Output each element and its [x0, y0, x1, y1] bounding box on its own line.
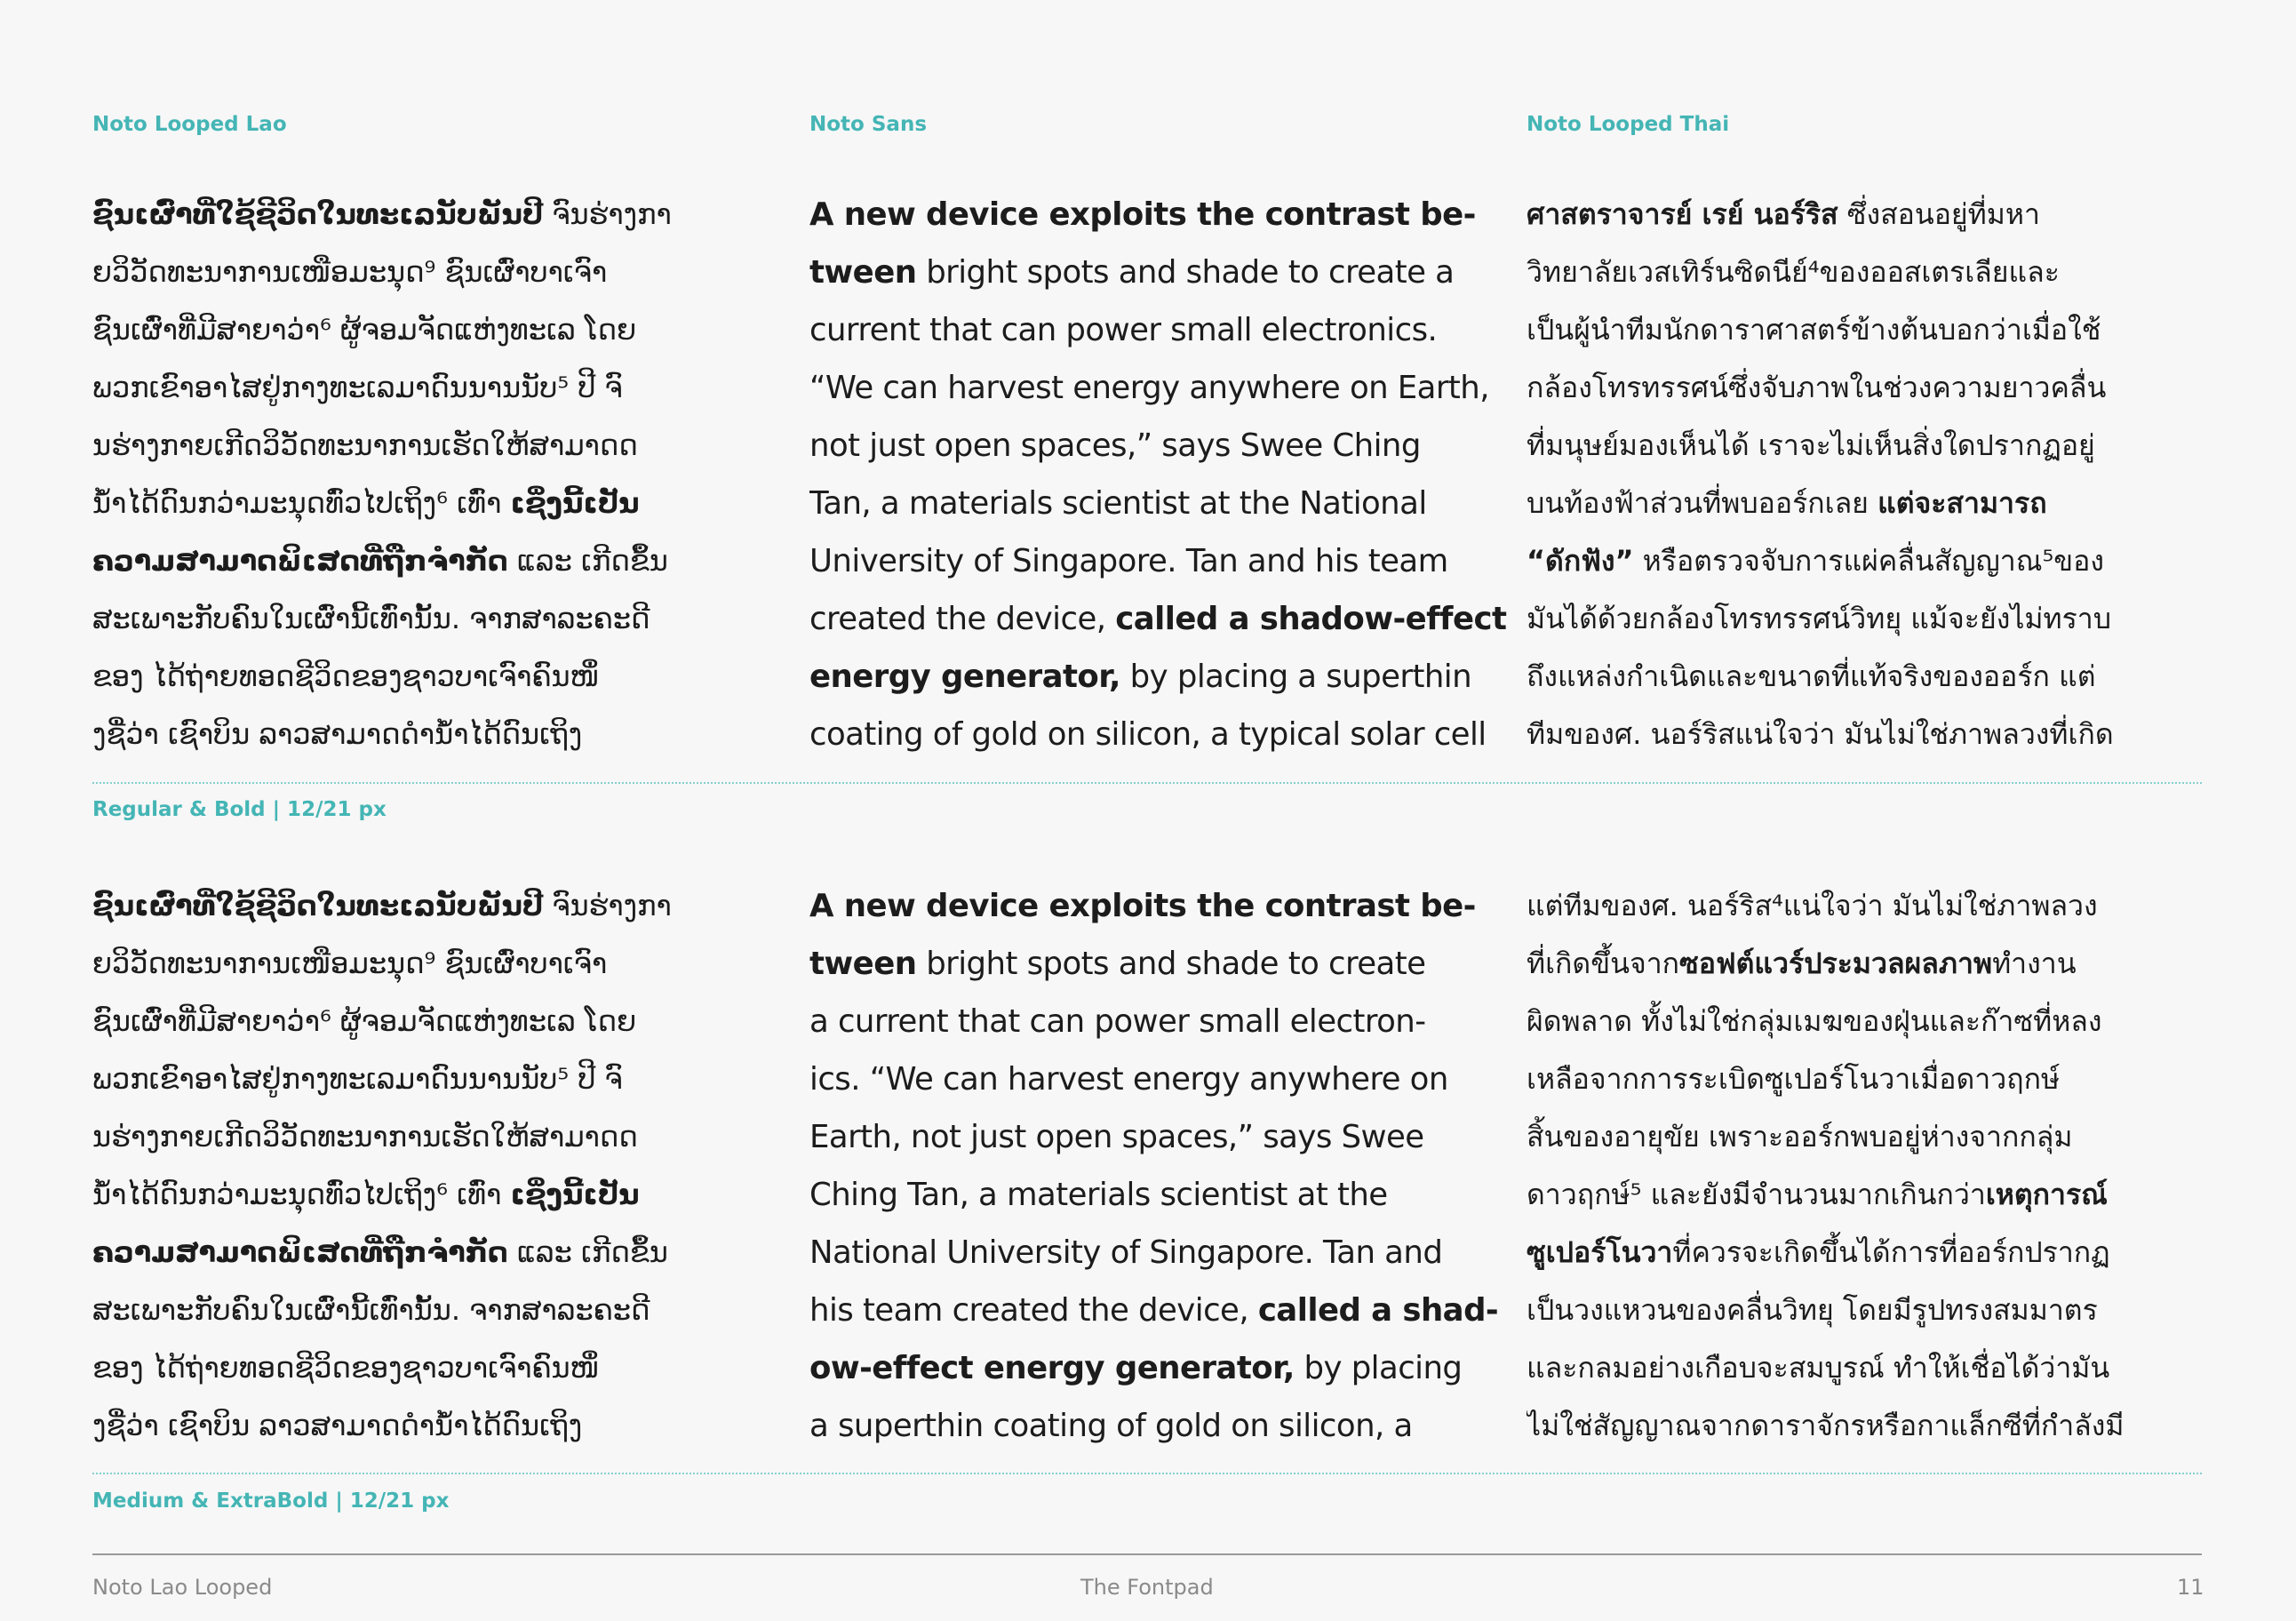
text-run: ພວກເຂົາອາໄສຢູ່ກາງທະເລມາດົນນານນັບ⁵ ປີ ຈົ [92, 1062, 623, 1096]
text-run: ແລະ ເກີດຂຶ້ນ [507, 544, 668, 578]
text-line [92, 244, 803, 301]
text-run: และกลมอย่างเกือบจะสมบูรณ์ ทำให้เชื่อได้ว่ามัน [1527, 1351, 2110, 1385]
text-line [809, 1282, 1520, 1339]
text-line [92, 935, 803, 993]
text-line [1527, 532, 2237, 590]
specimen-thai-regular-bold [1527, 186, 2237, 763]
text-line [92, 1166, 803, 1224]
section-divider [92, 782, 2202, 784]
text-line [92, 1397, 803, 1455]
text-line [92, 993, 803, 1050]
text-run: Earth, not just open spaces,” says Swee [809, 1119, 1424, 1155]
text-run: ງຊື່ວ່າ ເຊົາບິນ ລາວສາມາດດຳນ້ຳໄດ້ດົນເຖິງ [92, 717, 583, 751]
text-run: ຈົນຮ່າງກາ [543, 197, 672, 231]
text-line [92, 359, 803, 417]
bold-run: ຊົນເຜົ່າທີ່ໃຊ້ຊີວິດໃນທະເລນັບພັນປີ [92, 889, 544, 922]
text-run: ics. “We can harvest energy anywhere on [809, 1061, 1448, 1098]
bold-run: ซอฟต์แวร์ประมวลผลภาพ [1679, 946, 1993, 980]
section-label-regular-bold: Regular & Bold | 12/21 px [92, 798, 387, 821]
text-line [809, 1166, 1520, 1224]
text-run: ຍວິວັດທະນາການເໜືອມະນຸດ⁹ ຊົນເຜົ່າບາເຈົາ [92, 255, 608, 289]
bold-run: แต่จะสามารถ [1877, 486, 2047, 520]
text-line [92, 186, 803, 244]
text-run: มันได้ด้วยกล้องโทรทรรศน์วิทยุ แม้จะยังไม่ทราบ [1527, 602, 2112, 635]
text-line [92, 475, 803, 532]
specimen-lao-regular-bold [92, 186, 803, 763]
text-line [1527, 1282, 2237, 1339]
bold-run: ซูเปอร์โนวา [1527, 1235, 1673, 1269]
text-run: ນຮ່າງກາຍເກີດວິວັດທະນາການເຮັດໃຫ້ສາມາດດ [92, 428, 638, 462]
text-run: University of Singapore. Tan and his team [809, 543, 1448, 579]
text-line [809, 706, 1520, 763]
bold-run: “ดักฟัง” [1527, 544, 1634, 578]
text-run: ສະເພາະກັບຄົນໃນເຜົ່ານີ້ເທົ່ານັ້ນ. ຈາກສາລະຄະດີ [92, 602, 650, 635]
text-line [809, 1339, 1520, 1397]
text-line [92, 877, 803, 935]
text-line [809, 186, 1520, 244]
column-title-thai: Noto Looped Thai [1527, 113, 1730, 136]
text-run: เป็นวงแหวนของคลื่นวิทยุ โดยมีรูปทรงสมมาตร [1527, 1293, 2098, 1327]
text-run: current that can power small electronics. [809, 312, 1438, 348]
column-title-lao: Noto Looped Lao [92, 113, 287, 136]
text-line [92, 1282, 803, 1339]
text-run: วิทยาลัยเวสเทิร์นซิดนีย์⁴ของออสเตรเลียและ [1527, 255, 2060, 289]
text-run: ຈົນຮ່າງກາ [543, 889, 672, 922]
specimen-sans-medium-extrabold [809, 877, 1520, 1455]
text-line [809, 244, 1520, 301]
text-run: ซึ่งสอนอยู่ที่มหา [1838, 197, 2040, 231]
bold-run: ຄວາມສາມາດພິເສດທີ່ຖືກຈຳກັດ [92, 1235, 508, 1269]
section-divider [92, 1473, 2202, 1474]
section-label-medium-extrabold: Medium & ExtraBold | 12/21 px [92, 1489, 450, 1513]
text-run: ถึงแหล่งกำเนิดและขนาดที่แท้จริงของออร์ก แต่ [1527, 659, 2096, 693]
bold-run: ເຊິ່ງນີ້ເປັນ [510, 1178, 640, 1211]
bold-run: ow-effect energy generator, [809, 1350, 1295, 1386]
bold-run: energy generator, [809, 659, 1120, 695]
specimen-lao-medium-extrabold [92, 877, 803, 1455]
text-line [1527, 1397, 2237, 1455]
text-line [1527, 1166, 2237, 1224]
text-run: Ching Tan, a materials scientist at the [809, 1177, 1388, 1213]
text-run: created the device, [809, 601, 1116, 637]
text-run: ทำงาน [1992, 946, 2077, 980]
text-line [809, 590, 1520, 648]
bold-run: ເຊິ່ງນີ້ເປັນ [510, 486, 640, 520]
text-run: เหลือจากการระเบิดซูเปอร์โนวาเมื่อดาวฤกษ์ [1527, 1062, 2061, 1096]
text-run: ນ້ຳໄດ້ດົນກວ່າມະນຸດທົ່ວໄປເຖິງ⁶ ເທົ່າ [92, 486, 511, 520]
text-line [1527, 186, 2237, 244]
text-run: ຍວິວັດທະນາການເໜືອມະນຸດ⁹ ຊົນເຜົ່າບາເຈົາ [92, 946, 608, 980]
text-line [1527, 359, 2237, 417]
text-line [1527, 1224, 2237, 1282]
text-run: ผิดพลาด ทั้งไม่ใช่กลุ่มเมฆของฝุ่นและก๊าซที่หลง [1527, 1004, 2102, 1038]
specimen-sans-regular-bold [809, 186, 1520, 763]
text-run: ดาวฤกษ์⁵ และยังมีจำนวนมากเกินกว่า [1527, 1178, 1986, 1211]
text-run: ພວກເຂົາອາໄສຢູ່ກາງທະເລມາດົນນານນັບ⁵ ປີ ຈົ [92, 371, 623, 404]
text-run: Tan, a materials scientist at the National [809, 485, 1427, 522]
bold-run: A new device exploits the contrast be- [809, 888, 1476, 924]
text-line [809, 359, 1520, 417]
text-line [1527, 648, 2237, 706]
text-line [809, 648, 1520, 706]
text-line [92, 301, 803, 359]
text-run: ไม่ใช่สัญญาณจากดาราจักรหรือกาแล็กซีที่กำลังมี [1527, 1409, 2125, 1442]
bold-run: ຄວາມສາມາດພິເສດທີ່ຖືກຈຳກັດ [92, 544, 508, 578]
text-run: National University of Singapore. Tan and [809, 1234, 1443, 1271]
text-run: เป็นผู้นำทีมนักดาราศาสตร์ข้างต้นบอกว่าเมื่อใช้ [1527, 313, 2101, 347]
text-run: by placing [1294, 1350, 1463, 1386]
text-line [92, 648, 803, 706]
text-run: สิ้นของอายุขัย เพราะออร์กพบอยู่ห่างจากกลุ่ม [1527, 1120, 2073, 1154]
text-run: ຂອງ ໄດ້ຖ່າຍທອດຊີວິດຂອງຊາວບາເຈົາຄົນໜຶ່ [92, 659, 600, 693]
text-line [1527, 475, 2237, 532]
text-line [1527, 877, 2237, 935]
text-line [809, 417, 1520, 475]
text-run: ແລະ ເກີດຂຶ້ນ [507, 1235, 668, 1269]
text-run: ຊົນເຜົ່າທີ່ມີສາຍາວ່າ⁶ ຜູ້ຈອມຈັດແຫ່ງທະເລ ໂດຍ [92, 1004, 637, 1038]
footer-rule [92, 1553, 2202, 1555]
text-run: ทีมของศ. นอร์ริสแน่ใจว่า มันไม่ใช่ภาพลวงที่เกิด [1527, 717, 2114, 751]
text-run: by placing a superthin [1120, 659, 1472, 695]
text-line [1527, 417, 2237, 475]
text-line [92, 1108, 803, 1166]
text-run: ที่ควรจะเกิดขึ้นได้การที่ออร์กปรากฏ [1672, 1235, 2110, 1269]
text-run: a superthin coating of gold on silicon, a [809, 1408, 1413, 1444]
text-run: ສະເພາະກັບຄົນໃນເຜົ່ານີ້ເທົ່ານັ້ນ. ຈາກສາລະຄະດີ [92, 1293, 650, 1327]
bold-run: ຊົນເຜົ່າທີ່ໃຊ້ຊີວິດໃນທະເລນັບພັນປີ [92, 197, 544, 231]
bold-run: tween [809, 946, 917, 982]
text-run: a current that can power small electron- [809, 1003, 1426, 1040]
text-line [92, 532, 803, 590]
text-line [1527, 244, 2237, 301]
text-run: ຂອງ ໄດ້ຖ່າຍທອດຊີວິດຂອງຊາວບາເຈົາຄົນໜຶ່ [92, 1351, 600, 1385]
bold-run: ศาสตราจารย์ เรย์ นอร์ริส [1527, 197, 1838, 231]
text-run: ງຊື່ວ່າ ເຊົາບິນ ລາວສາມາດດຳນ້ຳໄດ້ດົນເຖິງ [92, 1409, 583, 1442]
bold-run: เหตุการณ์ [1985, 1178, 2108, 1211]
text-line [1527, 993, 2237, 1050]
text-line [809, 1397, 1520, 1455]
text-run: bright spots and shade to create [916, 946, 1426, 982]
text-line [809, 877, 1520, 935]
text-run: บนท้องฟ้าส่วนที่พบออร์กเลย [1527, 486, 1878, 520]
text-line [92, 1050, 803, 1108]
text-line [809, 475, 1520, 532]
text-run: กล้องโทรทรรศน์ซึ่งจับภาพในช่วงความยาวคลื่น [1527, 371, 2107, 404]
text-line [809, 993, 1520, 1050]
text-run: แต่ทีมของศ. นอร์ริส⁴แน่ใจว่า มันไม่ใช่ภาพลวง [1527, 889, 2098, 922]
footer-font-name: Noto Lao Looped [92, 1575, 273, 1600]
text-line [1527, 1339, 2237, 1397]
text-line [809, 1050, 1520, 1108]
text-line [1527, 935, 2237, 993]
bold-run: called a shadow-effect [1115, 601, 1507, 637]
text-line [92, 1224, 803, 1282]
page-number: 11 [2177, 1575, 2204, 1600]
specimen-thai-medium-extrabold [1527, 877, 2237, 1455]
text-run: not just open spaces,” says Swee Ching [809, 427, 1421, 464]
text-line [809, 1224, 1520, 1282]
text-line [809, 532, 1520, 590]
text-run: ນຮ່າງກາຍເກີດວິວັດທະນາການເຮັດໃຫ້ສາມາດດ [92, 1120, 638, 1154]
column-title-sans: Noto Sans [809, 113, 928, 136]
text-line [1527, 706, 2237, 763]
text-line [92, 706, 803, 763]
text-line [92, 590, 803, 648]
text-run: ຊົນເຜົ່າທີ່ມີສາຍາວ່າ⁶ ຜູ້ຈອມຈັດແຫ່ງທະເລ ໂດຍ [92, 313, 637, 347]
text-run: ນ້ຳໄດ້ດົນກວ່າມະນຸດທົ່ວໄປເຖິງ⁶ ເທົ່າ [92, 1178, 511, 1211]
text-line [92, 1339, 803, 1397]
text-run: bright spots and shade to create a [916, 254, 1455, 291]
bold-run: tween [809, 254, 917, 291]
text-run: “We can harvest energy anywhere on Earth, [809, 370, 1489, 406]
text-line [1527, 590, 2237, 648]
text-run: his team created the device, [809, 1292, 1258, 1329]
text-run: ที่มนุษย์มองเห็นได้ เราจะไม่เห็นสิ่งใดปรากฏอยู่ [1527, 428, 2095, 462]
text-line [809, 301, 1520, 359]
text-line [1527, 1050, 2237, 1108]
text-line [809, 935, 1520, 993]
text-line [1527, 301, 2237, 359]
bold-run: called a shad- [1257, 1292, 1499, 1329]
text-run: ที่เกิดขึ้นจาก [1527, 946, 1680, 980]
footer-publication: The Fontpad [1080, 1575, 1214, 1600]
text-run: หรือตรวจจับการแผ่คลื่นสัญญาณ⁵ของ [1633, 544, 2104, 578]
text-run: coating of gold on silicon, a typical solar cell [809, 716, 1487, 753]
text-line [809, 1108, 1520, 1166]
text-line [92, 417, 803, 475]
bold-run: A new device exploits the contrast be- [809, 196, 1476, 233]
text-line [1527, 1108, 2237, 1166]
